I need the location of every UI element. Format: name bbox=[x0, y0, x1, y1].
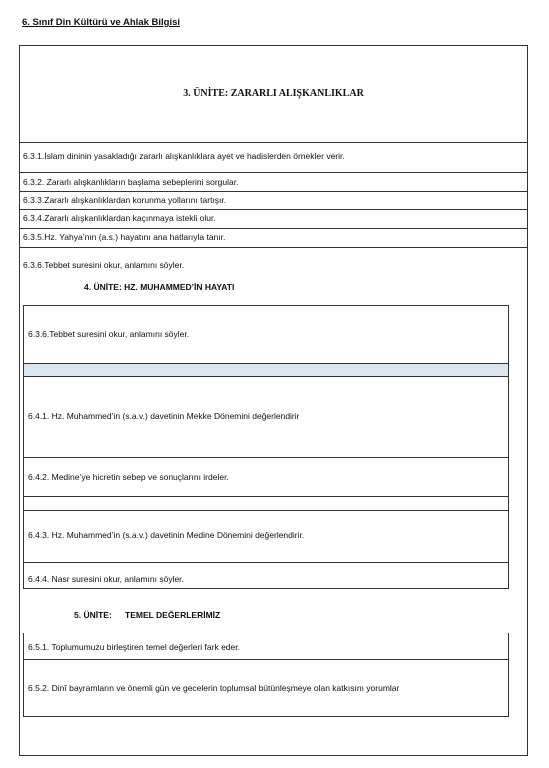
divider bbox=[23, 562, 509, 563]
divider bbox=[23, 496, 509, 497]
divider bbox=[19, 142, 528, 143]
outcome-6-3-2: 6.3.2. Zararlı alışkanlıkların başlama sebeplerini sorgular. bbox=[23, 177, 239, 187]
divider bbox=[19, 191, 528, 192]
unit3-heading: 3. ÜNİTE: ZARARLI ALIŞKANLIKLAR bbox=[183, 88, 364, 99]
unit5-heading-number: 5. ÜNİTE: bbox=[74, 610, 112, 620]
outcome-6-5-2: 6.5.2. Dinî bayramların ve önemli gün ve gecelerin toplumsal bütünleşmeye olan katkısını yorumlar bbox=[28, 683, 400, 693]
outcome-6-4-3: 6.4.3. Hz. Muhammed’in (s.a.v.) davetinin Medine Dönemini değerlendirir. bbox=[28, 530, 305, 540]
divider bbox=[23, 716, 509, 717]
outcome-6-3-5: 6.3.5.Hz. Yahya’nın (a.s.) hayatını ana hatlarıyla tanır. bbox=[23, 232, 226, 242]
highlight-band bbox=[24, 364, 508, 376]
divider bbox=[19, 247, 528, 248]
unit5-left-border bbox=[23, 633, 24, 716]
divider bbox=[19, 172, 528, 173]
outcome-6-3-6: 6.3.6.Tebbet suresini okur, anlamını söyler. bbox=[23, 260, 185, 270]
outcome-6-3-4: 6.3.4.Zararlı alışkanlıklardan kaçınmaya istekli olur. bbox=[23, 213, 216, 223]
divider bbox=[19, 209, 528, 210]
outcome-6-4-2: 6.4.2. Medine’ye hicretin sebep ve sonuçlarını irdeler. bbox=[28, 472, 229, 482]
unit5-right-border bbox=[508, 633, 509, 716]
outcome-6-4-4: 6.4.4. Nasr suresini okur, anlamını söyler. bbox=[28, 574, 184, 584]
divider bbox=[23, 659, 509, 660]
outcome-6-5-1: 6.5.1. Toplumumuzu birleştiren temel değerleri fark eder. bbox=[28, 642, 240, 652]
outcome-6-3-3: 6.3.3.Zararlı alışkanlıklardan korunma yollarını tartışır. bbox=[23, 195, 227, 205]
unit4-table bbox=[23, 305, 509, 589]
divider bbox=[23, 457, 509, 458]
outcome-6-3-1: 6.3.1.İslam dininin yasakladığı zararlı alışkanlıklara ayet ve hadislerden örnekler verir. bbox=[23, 151, 345, 161]
unit5-heading-title: TEMEL DEĞERLERİMİZ bbox=[125, 610, 221, 620]
document-title: 6. Sınıf Din Kültürü ve Ahlak Bilgisi bbox=[22, 17, 181, 28]
outcome-6-3-6-repeat: 6.3.6.Tebbet suresini okur, anlamını söyler. bbox=[28, 329, 190, 339]
divider bbox=[23, 376, 509, 377]
divider bbox=[19, 228, 528, 229]
unit4-heading: 4. ÜNİTE: HZ. MUHAMMED’İN HAYATI bbox=[84, 282, 235, 292]
outcome-6-4-1: 6.4.1. Hz. Muhammed’in (s.a.v.) davetinin Mekke Dönemini değerlendirir bbox=[28, 411, 300, 421]
divider bbox=[23, 510, 509, 511]
